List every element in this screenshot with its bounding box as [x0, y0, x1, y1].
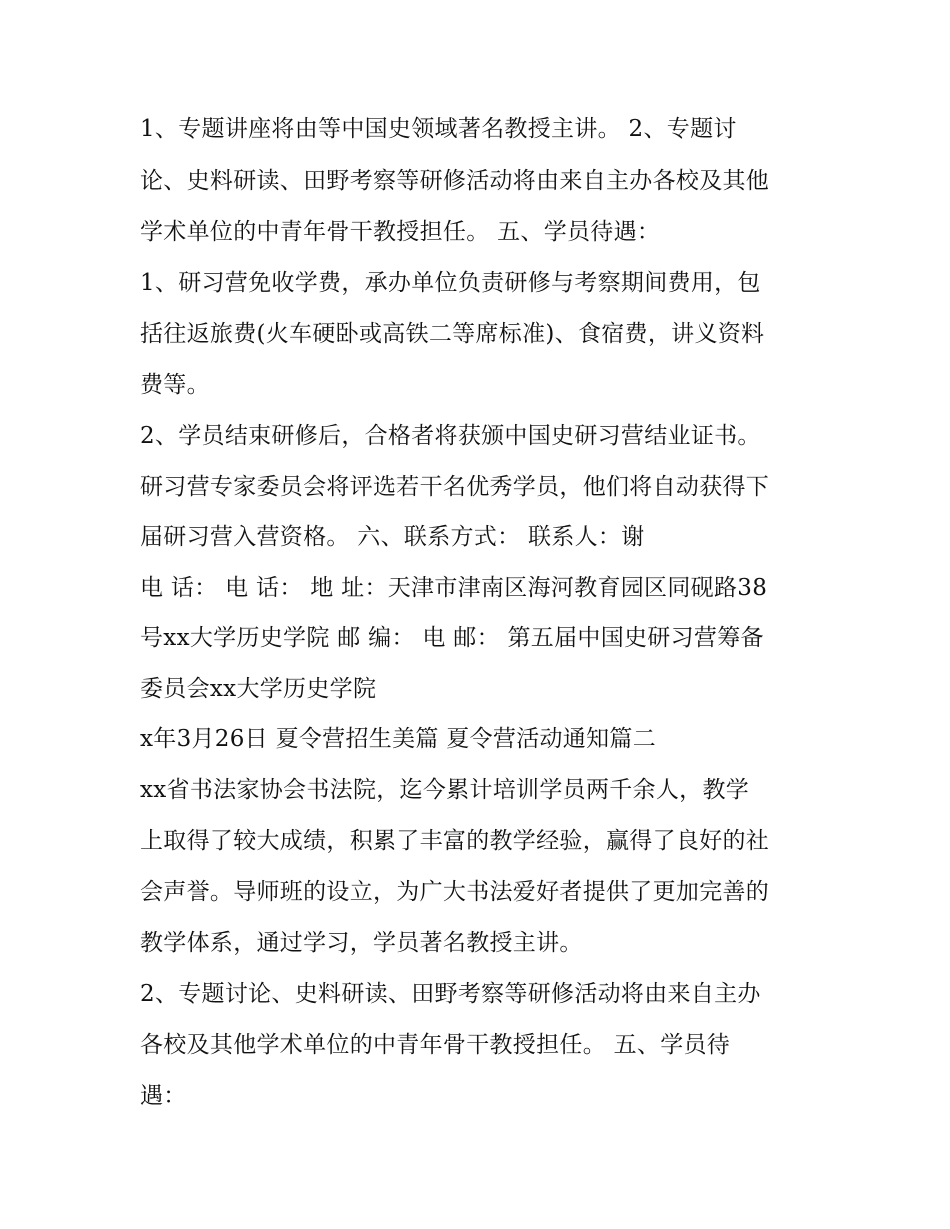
text-line: 1、研习营免收学费，承办单位负责研修与考察期间费用，包	[140, 270, 761, 296]
text-line: xx省书法家协会书法院，迄今累计培训学员两千余人，教学	[140, 777, 750, 803]
text-line: 研习营专家委员会将评选若干名优秀学员，他们将自动获得下	[140, 474, 770, 500]
text-line: 2、学员结束研修后，合格者将获颁中国史研习营结业证书。	[140, 423, 761, 449]
text-line: 学术单位的中青年骨干教授担任。 五、学员待遇：	[140, 219, 661, 245]
text-line: 括往返旅费(火车硬卧或高铁二等席标准)、食宿费，讲义资料	[140, 321, 765, 347]
text-line: 上取得了较大成绩，积累了丰富的教学经验，赢得了良好的社	[140, 828, 770, 854]
text-line: 费等。	[140, 372, 210, 398]
text-line: x年3月26日 夏令营招生美篇 夏令营活动通知篇二	[140, 726, 656, 752]
text-line: 委员会xx大学历史学院	[140, 676, 377, 702]
text-line: 各校及其他学术单位的中青年骨干教授担任。 五、学员待	[140, 1032, 731, 1058]
text-line: 1、专题讲座将由等中国史领域著名教授主讲。 2、专题讨	[140, 116, 737, 142]
text-line: 电 话： 电 话： 地 址：天津市津南区海河教育园区同砚路38	[140, 575, 768, 601]
text-line: 2、专题讨论、史料研读、田野考察等研修活动将由来自主办	[140, 981, 761, 1007]
text-line: 届研习营入营资格。 六、联系方式： 联系人：谢	[140, 524, 645, 550]
text-line: 号xx大学历史学院 邮 编： 电 邮： 第五届中国史研习营筹备	[140, 625, 764, 651]
text-line: 会声誉。导师班的设立，为广大书法爱好者提供了更加完善的	[140, 879, 770, 905]
text-line: 教学体系，通过学习，学员著名教授主讲。	[140, 930, 583, 956]
text-line: 论、史料研读、田野考察等研修活动将由来自主办各校及其他	[140, 168, 770, 194]
text-line: 遇：	[140, 1083, 187, 1109]
